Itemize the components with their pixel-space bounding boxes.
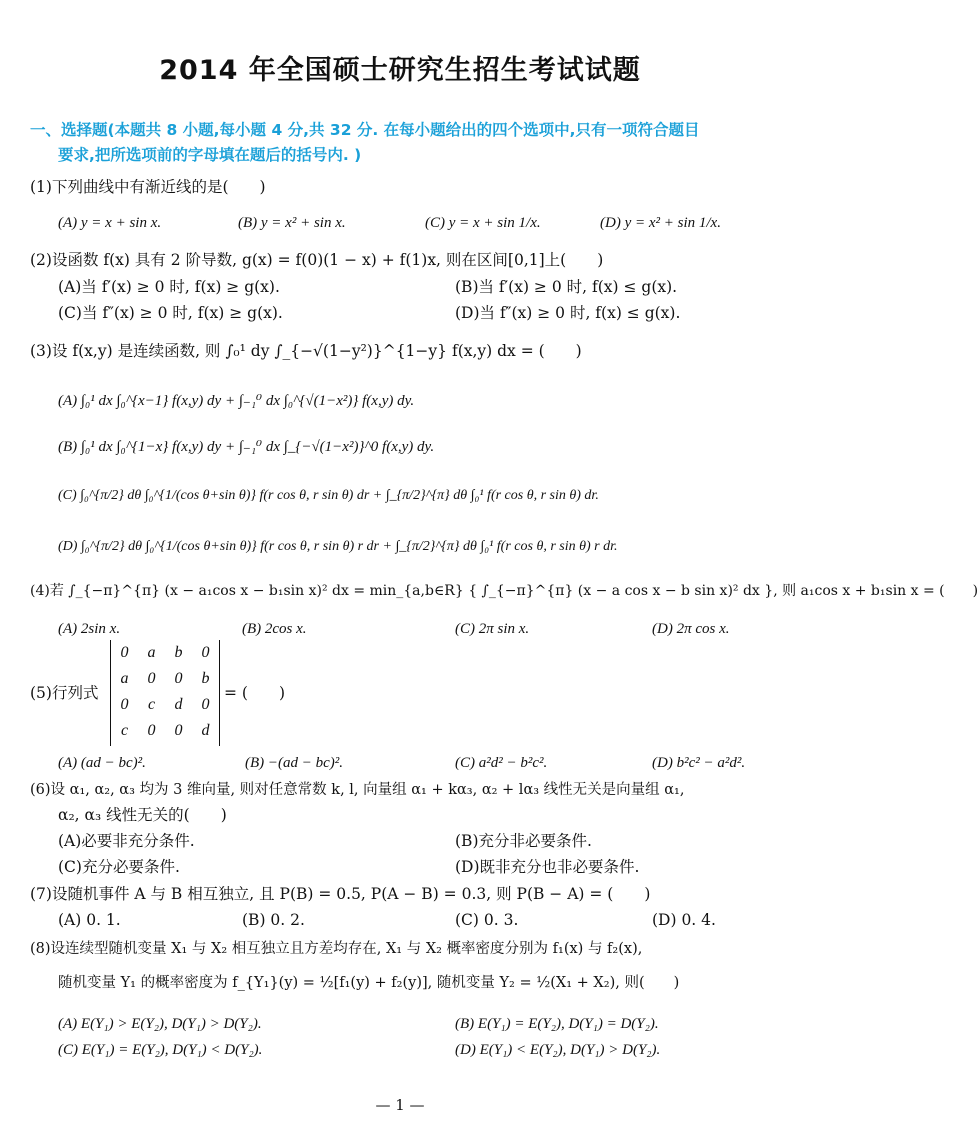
question-4-option-b: (B) 2cos x.	[242, 621, 307, 637]
section-instructions-line1: 一、选择题(本题共 8 小题,每小题 4 分,共 32 分. 在每小题给出的四个选项中,只有一项符合题目	[30, 121, 700, 139]
question-8-line1: (8)设连续型随机变量 X₁ 与 X₂ 相互独立且方差均存在, X₁ 与 X₂ 概率密度分别为 f₁(x) 与 f₂(x),	[30, 941, 643, 957]
matrix-cell: 0	[174, 722, 183, 739]
question-4-option-c: (C) 2π sin x.	[455, 621, 530, 637]
matrix-cell: b	[174, 644, 183, 661]
matrix-cell: c	[147, 696, 156, 713]
matrix-cell: 0	[201, 696, 210, 713]
matrix-cell: a	[120, 670, 129, 687]
question-7-option-b: (B) 0. 2.	[242, 911, 305, 929]
question-7-option-a: (A) 0. 1.	[58, 911, 121, 929]
question-1-option-c: (C) y = x + sin 1/x.	[425, 215, 541, 231]
question-4-option-a: (A) 2sin x.	[58, 621, 121, 637]
matrix-cell: b	[201, 670, 210, 687]
question-1-option-d: (D) y = x² + sin 1/x.	[600, 215, 721, 231]
question-2-option-b: (B)当 f′(x) ≥ 0 时, f(x) ≤ g(x).	[455, 278, 678, 296]
question-3-stem: (3)设 f(x,y) 是连续函数, 则 ∫₀¹ dy ∫_{−√(1−y²)}^{1−y} f(x,y) dx = ( )	[30, 342, 582, 360]
determinant-matrix	[110, 640, 220, 746]
question-2-option-d: (D)当 f″(x) ≥ 0 时, f(x) ≤ g(x).	[455, 304, 681, 322]
question-6-option-c: (C)充分必要条件.	[58, 858, 180, 876]
matrix-cell: d	[174, 696, 183, 713]
matrix-cell: 0	[201, 644, 210, 661]
question-4-option-d: (D) 2π cos x.	[652, 621, 730, 637]
question-3-option-d: (D) ∫₀^{π/2} dθ ∫₀^{1/(cos θ+sin θ)} f(r cos θ, r sin θ) r dr + ∫_{π/2}^{π} dθ ∫₀¹ f(r cos θ, r sin θ) r dr.	[58, 539, 618, 554]
question-8-option-c: (C) E(Y₁) = E(Y₂), D(Y₁) < D(Y₂).	[58, 1042, 263, 1058]
matrix-cell: 0	[147, 722, 156, 739]
question-8-option-b: (B) E(Y₁) = E(Y₂), D(Y₁) = D(Y₂).	[455, 1016, 659, 1032]
section-instructions-line2: 要求,把所选项前的字母填在题后的括号内. )	[58, 146, 362, 164]
question-7-option-d: (D) 0. 4.	[652, 911, 716, 929]
question-6-option-a: (A)必要非充分条件.	[58, 832, 195, 850]
question-2-option-c: (C)当 f″(x) ≥ 0 时, f(x) ≥ g(x).	[58, 304, 283, 322]
section-heading	[30, 118, 780, 168]
question-6-option-d: (D)既非充分也非必要条件.	[455, 858, 640, 876]
question-1-option-a: (A) y = x + sin x.	[58, 215, 162, 231]
matrix-cell: 0	[120, 644, 129, 661]
question-5-option-c: (C) a²d² − b²c².	[455, 755, 548, 771]
question-7-option-c: (C) 0. 3.	[455, 911, 519, 929]
question-3-option-a: (A) ∫₀¹ dx ∫₀^{x−1} f(x,y) dy + ∫₋₁⁰ dx ∫₀^{√(1−x²)} f(x,y) dy.	[58, 393, 415, 409]
matrix-cell: 0	[147, 670, 156, 687]
matrix-cell: a	[147, 644, 156, 661]
question-3-option-b: (B) ∫₀¹ dx ∫₀^{1−x} f(x,y) dy + ∫₋₁⁰ dx ∫_{−√(1−x²)}^0 f(x,y) dy.	[58, 439, 435, 455]
question-1-stem: (1)下列曲线中有渐近线的是( )	[30, 178, 266, 196]
question-8-line2: 随机变量 Y₁ 的概率密度为 f_{Y₁}(y) = ½[f₁(y) + f₂(y)], 随机变量 Y₂ = ½(X₁ + X₂), 则( )	[58, 975, 680, 991]
matrix-cell: d	[201, 722, 210, 739]
question-6-line1: (6)设 α₁, α₂, α₃ 均为 3 维向量, 则对任意常数 k, l, 向量组 α₁ + kα₃, α₂ + lα₃ 线性无关是向量组 α₁,	[30, 782, 685, 798]
question-1-option-b: (B) y = x² + sin x.	[238, 215, 346, 231]
question-3-option-c: (C) ∫₀^{π/2} dθ ∫₀^{1/(cos θ+sin θ)} f(r cos θ, r sin θ) dr + ∫_{π/2}^{π} dθ ∫₀¹ f(r cos θ, r sin θ) dr.	[58, 488, 599, 503]
page-title: 2014 年全国硕士研究生招生考试试题	[159, 55, 641, 86]
matrix-cell: c	[120, 722, 129, 739]
question-7-stem: (7)设随机事件 A 与 B 相互独立, 且 P(B) = 0.5, P(A − B) = 0.3, 则 P(B − A) = ( )	[30, 885, 651, 903]
question-5-label: (5)行列式	[30, 684, 99, 702]
question-5-option-d: (D) b²c² − a²d².	[652, 755, 746, 771]
question-5-option-a: (A) (ad − bc)².	[58, 755, 146, 771]
matrix-cell: 0	[120, 696, 129, 713]
question-5-option-b: (B) −(ad − bc)².	[245, 755, 344, 771]
question-2-option-a: (A)当 f′(x) ≥ 0 时, f(x) ≥ g(x).	[58, 278, 280, 296]
question-5-tail: = ( )	[224, 684, 286, 702]
question-6-option-b: (B)充分非必要条件.	[455, 832, 592, 850]
question-6-line2: α₂, α₃ 线性无关的( )	[58, 806, 227, 824]
matrix-cell: 0	[174, 670, 183, 687]
question-8-option-a: (A) E(Y₁) > E(Y₂), D(Y₁) > D(Y₂).	[58, 1016, 262, 1032]
question-4-stem: (4)若 ∫_{−π}^{π} (x − a₁cos x − b₁sin x)² dx = min_{a,b∈R} { ∫_{−π}^{π} (x − a cos x − b sin x)² dx }, 则 a₁cos x + b₁sin x = ( )	[30, 583, 978, 599]
question-2-stem: (2)设函数 f(x) 具有 2 阶导数, g(x) = f(0)(1 − x) + f(1)x, 则在区间[0,1]上( )	[30, 251, 604, 269]
question-8-option-d: (D) E(Y₁) < E(Y₂), D(Y₁) > D(Y₂).	[455, 1042, 661, 1058]
page-number: — 1 —	[375, 1096, 425, 1114]
